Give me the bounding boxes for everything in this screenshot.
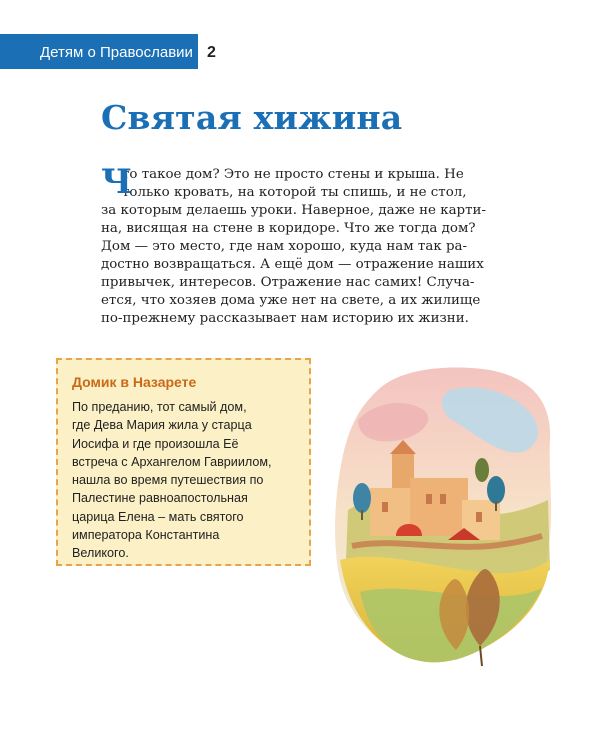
sidebar-line: По преданию, тот самый дом, <box>72 400 247 414</box>
sidebar-line: нашла во время путешествия по <box>72 473 264 488</box>
article-line: по-прежнему рассказывает нам историю их жизни. <box>101 311 469 326</box>
sidebar-text <box>72 398 304 563</box>
sidebar-line: Палестине равноапостольная <box>72 491 248 506</box>
window <box>382 502 388 512</box>
window <box>476 512 482 522</box>
tree-blue-right <box>487 476 505 504</box>
article-line: ется, что хозяев дома уже нет на свете, а их жилище <box>101 293 481 308</box>
drop-cap: Ч <box>101 162 133 202</box>
article-line: достно возвращаться. А ещё дом — отражение наших <box>101 257 484 272</box>
article-line: на, висящая на стене в коридоре. Что же тогда дом? <box>101 221 476 236</box>
tree-trunk <box>495 501 497 511</box>
tree-blue-left <box>353 483 371 513</box>
article-line-text: то такое дом? Это не просто стены и крыша. Не <box>122 167 464 182</box>
sidebar-line: встреча с Архангелом Гавриилом, <box>72 454 272 469</box>
tree-trunk <box>361 510 363 520</box>
sidebar-line: где Дева Мария жила у старца <box>72 418 252 433</box>
tree-dark-left <box>475 458 489 482</box>
article-line: только кровать, на которой ты спишь, и не стол, <box>122 185 467 200</box>
page-title: Святая хижина <box>101 98 403 137</box>
page-number: 2 <box>207 44 216 61</box>
sidebar-line: Великого. <box>72 546 129 561</box>
window <box>440 494 446 504</box>
section-title: Детям о Православии <box>40 44 193 61</box>
sidebar-title: Домик в Назарете <box>72 374 197 390</box>
sidebar-line: императора Константина <box>72 528 220 543</box>
article-line: привычек, интересов. Отражение нас самих! Случа- <box>101 275 475 290</box>
window <box>426 494 432 504</box>
article-line: Дом — это место, где нам хорошо, куда нам так ра- <box>101 239 468 254</box>
article-body <box>101 162 496 328</box>
sidebar-line: царица Елена – мать святого <box>72 509 244 524</box>
sidebar-line: Иосифа и где произошла Её <box>72 436 239 451</box>
nazareth-house-illustration <box>330 360 560 670</box>
sidebar-box <box>56 358 311 566</box>
article-line: за которым делаешь уроки. Наверное, даже не карти- <box>101 203 486 218</box>
building-center <box>410 478 468 536</box>
